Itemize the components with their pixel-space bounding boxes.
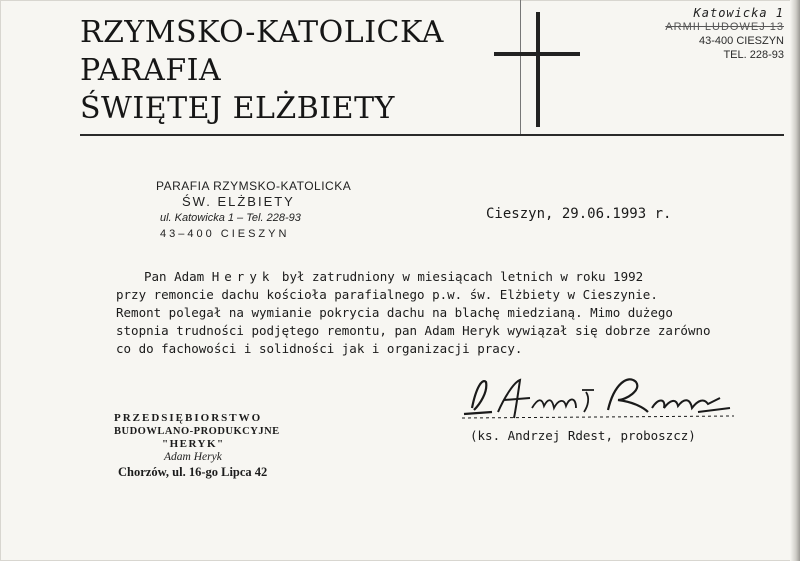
letterhead-rule [80, 134, 784, 136]
letter-line-1-rest: był zatrudniony w miesiącach letnich w roku 1992 [281, 269, 644, 284]
parish-stamp [156, 178, 351, 242]
address-block [598, 6, 784, 62]
handwritten-street: Katowicka 1 [693, 6, 784, 20]
letter-line-5: co do fachowości i solidności jak i organizacji pracy. [116, 341, 523, 356]
letter-line-1 [116, 268, 756, 286]
page-edge-shadow [790, 0, 800, 561]
letterhead-divider [520, 0, 521, 134]
parish-stamp-line-4: 43–400 CIESZYN [160, 228, 290, 240]
company-stamp-line-1: PRZEDSIĘBIORSTWO [114, 412, 263, 424]
company-stamp [114, 412, 280, 480]
company-stamp-line-4: Adam Heryk [164, 451, 222, 463]
signature-caption: (ks. Andrzej Rdest, proboszcz) [470, 428, 696, 443]
company-stamp-line-3: "HERYK" [162, 438, 225, 450]
letter-name-spaced: Heryk [211, 269, 275, 284]
parish-stamp-line-1: PARAFIA RZYMSKO-KATOLICKA [156, 179, 352, 193]
letter-line-2: przy remoncie dachu kościoła parafialnego p.w. św. Elżbiety w Cieszynie. [116, 287, 658, 302]
letter-body [116, 268, 756, 358]
parish-stamp-line-3: ul. Katowicka 1 – Tel. 228-93 [160, 212, 301, 224]
letterhead-line-3: ŚWIĘTEJ ELŻBIETY [80, 91, 395, 126]
cross-icon-vertical [536, 12, 540, 127]
struck-street: ARMII LUDOWEJ 13 [665, 21, 784, 33]
letterhead-title [80, 14, 444, 128]
letterhead-line-1: RZYMSKO-KATOLICKA [80, 15, 444, 50]
address-phone: TEL. 228-93 [723, 49, 784, 61]
date-line: Cieszyn, 29.06.1993 r. [486, 206, 672, 222]
signature-icon [458, 368, 738, 424]
letterhead-line-2: PARAFIA [80, 53, 222, 88]
letter-line-4: stopnia trudności podjętego remontu, pan Adam Heryk wywiązał się dobrze zarówno [116, 323, 711, 338]
address-city: 43-400 CIESZYN [699, 35, 784, 47]
cross-icon-horizontal [494, 52, 580, 56]
company-stamp-line-2: BUDOWLANO-PRODUKCYJNE [114, 426, 280, 437]
parish-stamp-line-2: ŚW. ELŻBIETY [182, 194, 295, 209]
company-stamp-line-5: Chorzów, ul. 16-go Lipca 42 [118, 465, 268, 479]
letter-line-3: Remont polegał na wymianie pokrycia dachu na blachę miedzianą. Mimo dużego [116, 305, 673, 320]
letter-intro: Pan Adam [144, 269, 205, 284]
